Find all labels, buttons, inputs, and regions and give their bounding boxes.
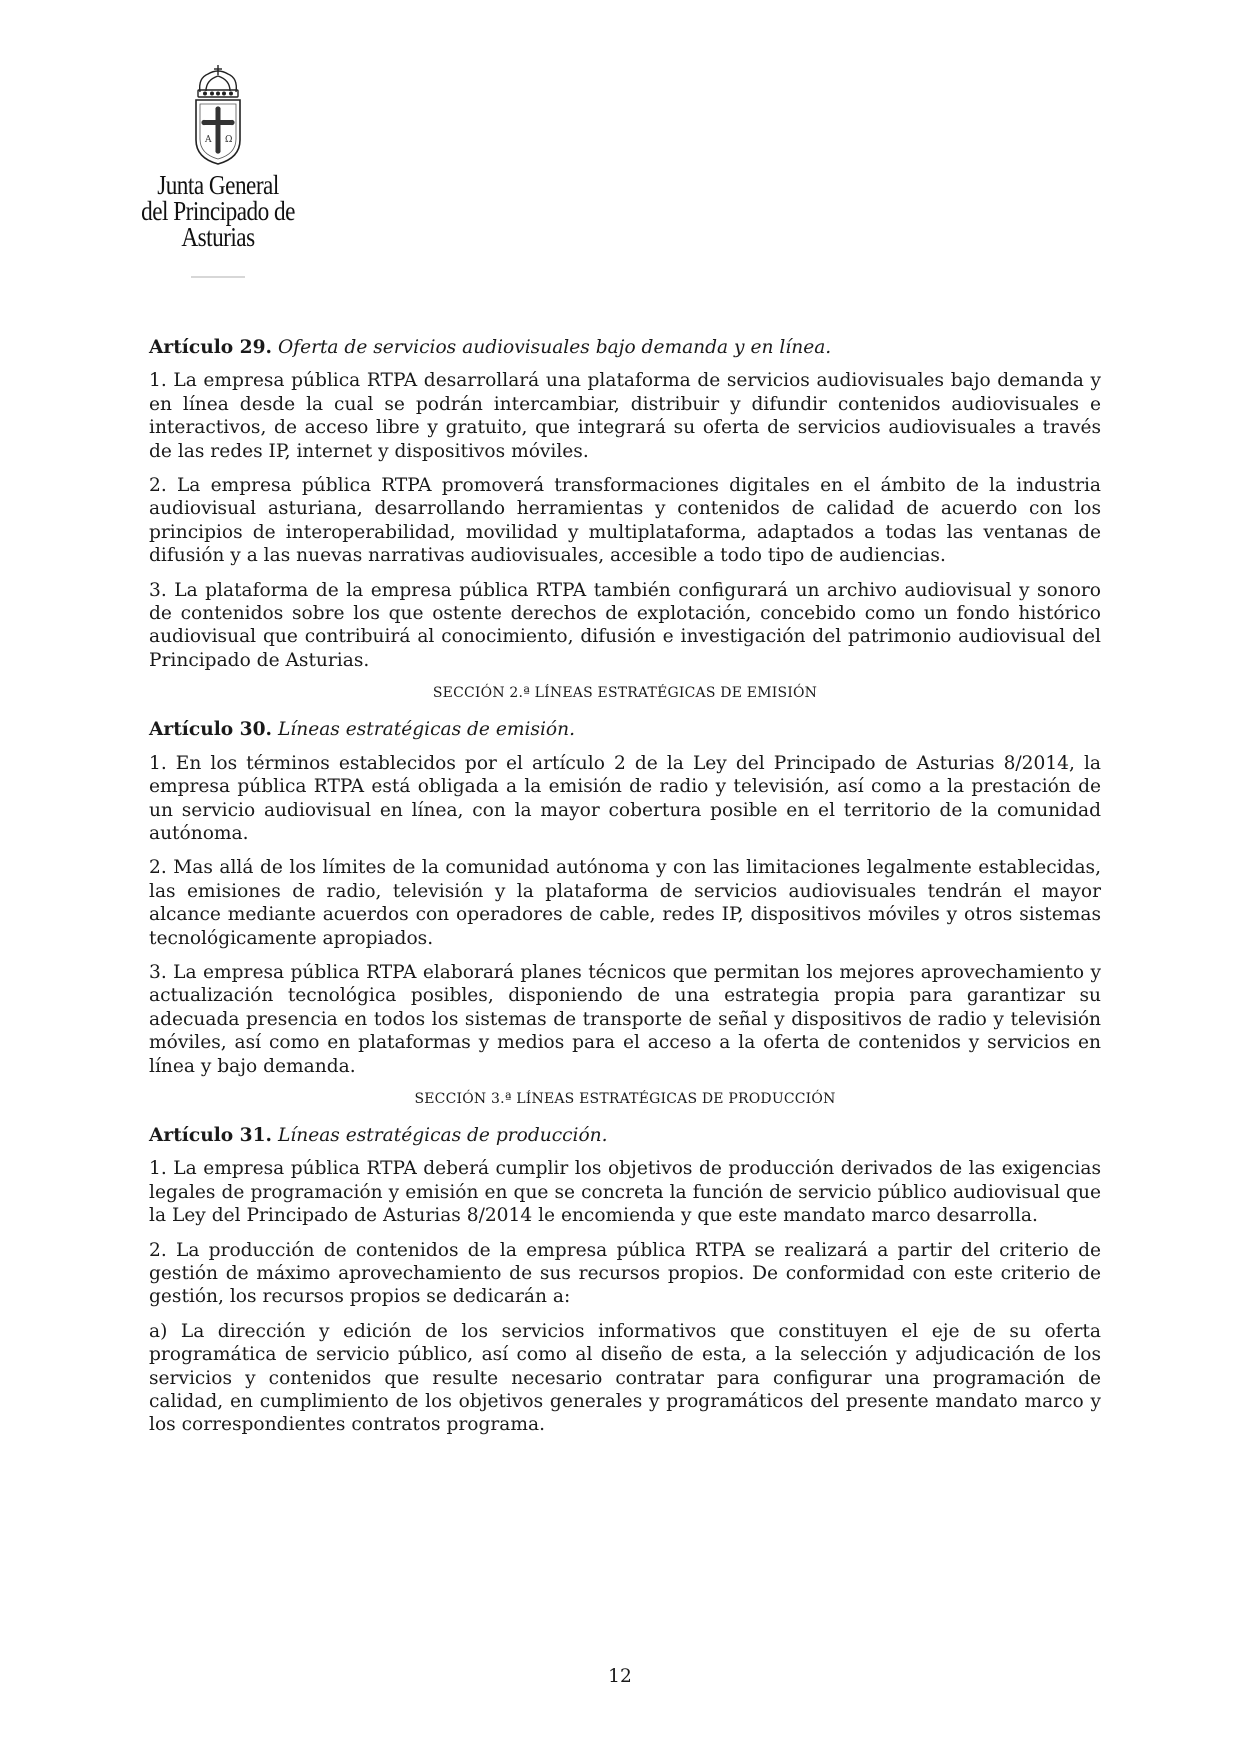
page-number: 12 [608,1666,632,1687]
article-29-heading [149,336,1101,359]
institution-logo [88,62,348,278]
svg-text:Ω: Ω [225,135,233,145]
article-31-paragraph-2: 2. La producción de contenidos de la empresa pública RTPA se realizará a partir del criterio de gestión de máximo aprovechamiento de sus recursos propios. De conformidad con este criterio de gestión, los recursos propios se dedicarán a: [149,1239,1101,1308]
article-29-paragraph-3: 3. La plataforma de la empresa pública RTPA también configurará un archivo audiovisual y sonoro de contenidos sobre los que ostente derechos de explotación, concebido como un fondo histórico audiovisual que contribuirá al conocimiento, difusión e investigación del patrimonio audiovisual del Principado de Asturias. [149,579,1101,671]
article-30-title: Líneas estratégicas de emisión. [277,719,575,741]
section-2-heading: SECCIÓN 2.ª LÍNEAS ESTRATÉGICAS DE EMISIÓN [432,685,818,702]
logo-divider [191,276,245,278]
article-29-paragraph-2: 2. La empresa pública RTPA promoverá transformaciones digitales en el ámbito de la industria audiovisual asturiana, desarrollando herramientas y contenidos de calidad de acuerdo con los principios de interoperabilidad, movilidad y multiplataforma, adaptados a todas las ventanas de difusión y a las nuevas narrativas audiovisuales, accesible a todo tipo de audiencias. [149,475,1101,567]
logo-text-line-2: del Principado de Asturias [141,196,295,252]
document-body [149,336,1101,1437]
article-29-title: Oferta de servicios audiovisuales bajo demanda y en línea. [277,337,832,358]
svg-text:A: A [205,135,212,145]
article-30-number: Artículo 30. [149,719,273,741]
section-3-heading: SECCIÓN 3.ª LÍNEAS ESTRATÉGICAS DE PRODUCCIÓN [414,1090,836,1107]
article-30-paragraph-2: 2. Mas allá de los límites de la comunidad autónoma y con las limitaciones legalmente establecidas, las emisiones de radio, televisión y la plataforma de servicios audiovisuales tendrán el mayor alcance mediante acuerdos con operadores de cable, redes IP, dispositivos móviles y otros sistemas tecnológicamente apropiados. [149,857,1101,949]
article-30-heading [149,718,1101,741]
logo-text-line-1: Junta General [157,170,279,200]
article-31-paragraph-a: a) La dirección y edición de los servicios informativos que constituyen el eje de su oferta programática de servicio público, así como al diseño de esta, a la selección y adjudicación de los servicios y contenidos que resulte necesario contratar para configurar una programación de calidad, en cumplimiento de los objetivos generales y programáticos del presente mandato marco y los correspondientes contratos programa. [149,1320,1101,1436]
coat-of-arms-icon [188,62,248,166]
article-31-heading [149,1124,1101,1147]
article-30-paragraph-3: 3. La empresa pública RTPA elaborará planes técnicos que permitan los mejores aprovechamiento y actualización tecnológica posibles, disponiendo de una estrategia propia para garantizar su adecuada presencia en todos los sistemas de transporte de señal y dispositivos de radio y televisión móviles, así como en plataformas y medios para el acceso a la oferta de contenidos y servicios en línea y bajo demanda. [149,961,1101,1077]
article-29-paragraph-1: 1. La empresa pública RTPA desarrollará una plataforma de servicios audiovisuales bajo demanda y en línea desde la cual se podrán intercambiar, distribuir y difundir contenidos audiovisuales e interactivos, de acceso libre y gratuito, que integrará su oferta de servicios audiovisuales a través de las redes IP, internet y dispositivos móviles. [149,370,1101,462]
article-31-paragraph-1: 1. La empresa pública RTPA deberá cumplir los objetivos de producción derivados de las exigencias legales de programación y emisión en que se concreta la función de servicio público audiovisual que la Ley del Principado de Asturias 8/2014 le encomienda y que este mandato marco desarrolla. [149,1158,1101,1227]
article-29-number: Artículo 29. [149,337,273,358]
article-30-paragraph-1: 1. En los términos establecidos por el artículo 2 de la Ley del Principado de Asturias 8/2014, la empresa pública RTPA está obligada a la emisión de radio y televisión, así como a la prestación de un servicio audiovisual en línea, con la mayor cobertura posible en el territorio de la comunidad autónoma. [149,752,1101,844]
article-31-number: Artículo 31. [149,1124,273,1146]
article-31-title: Líneas estratégicas de producción. [277,1124,608,1146]
